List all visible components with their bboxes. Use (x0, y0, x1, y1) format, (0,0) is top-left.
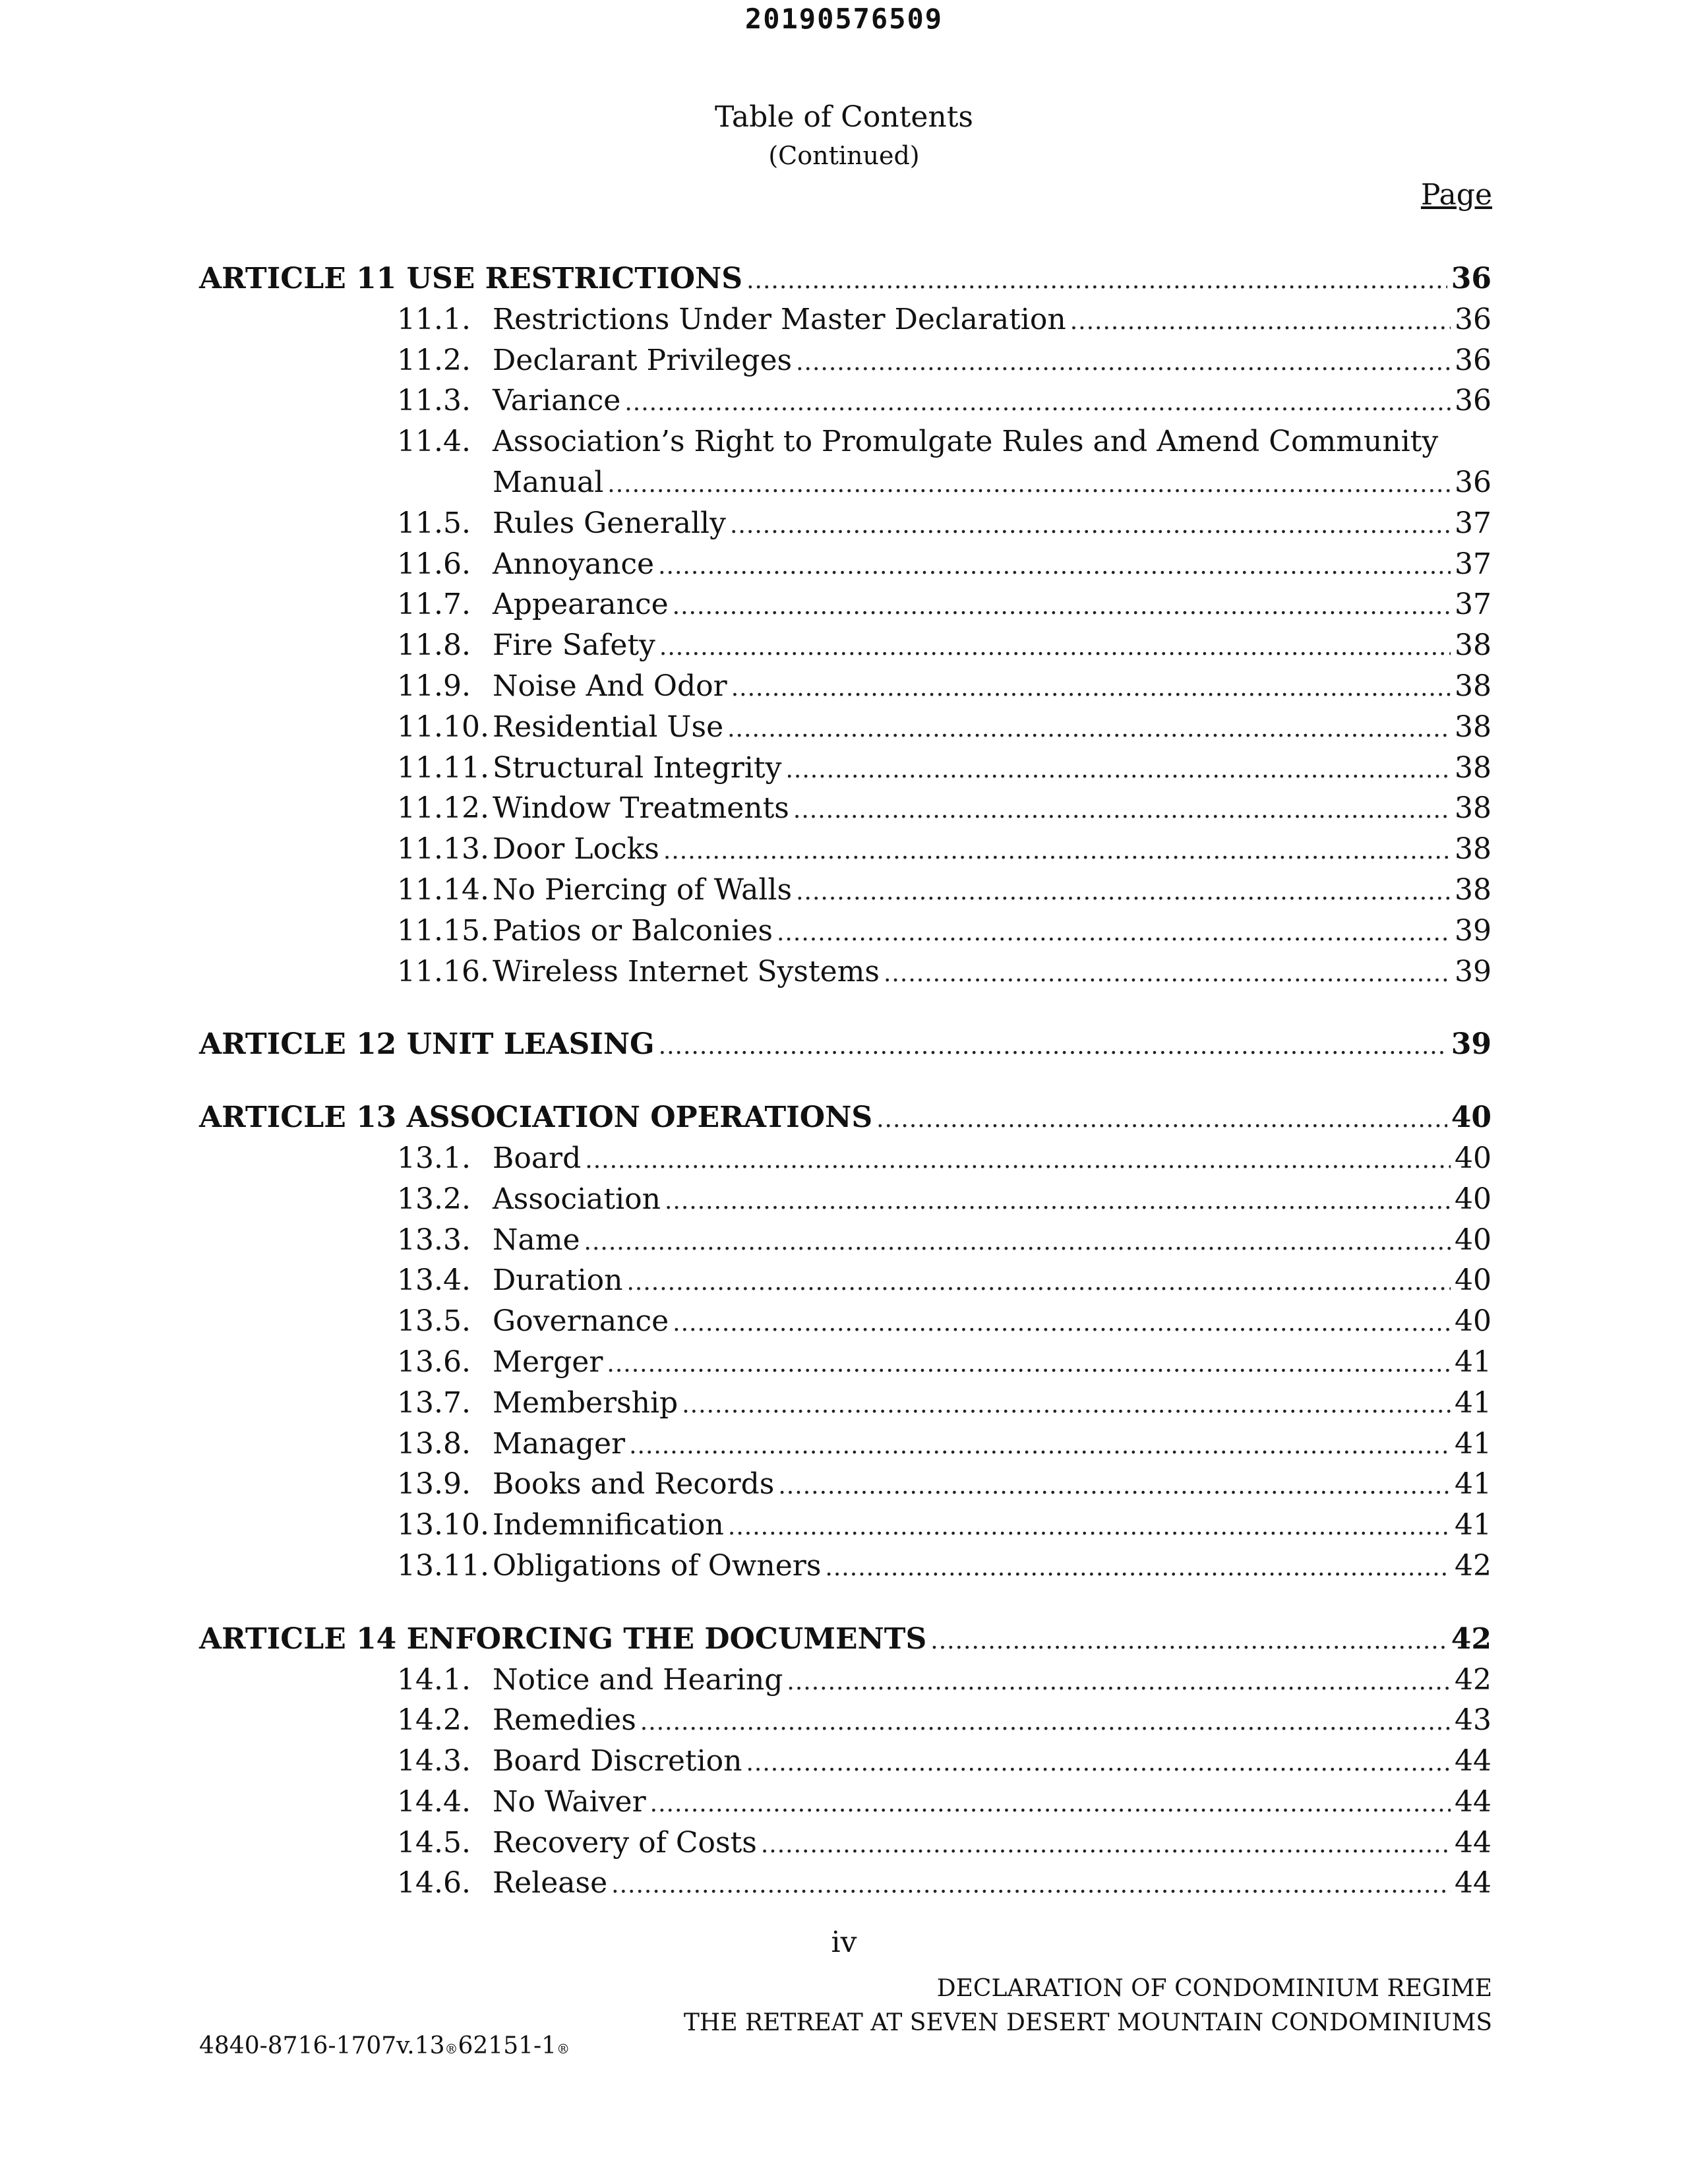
footer-line-1: DECLARATION OF CONDOMINIUM REGIME (936, 1975, 1492, 2002)
spacer (199, 1587, 1492, 1619)
toc-section-number: 11.12. (397, 791, 489, 826)
toc-section-14-5[interactable] (199, 1823, 1492, 1864)
toc-section-title: Indemnification (493, 1508, 724, 1542)
dot-leader (785, 750, 1451, 791)
toc-section-number: 11.14. (397, 872, 489, 907)
toc-section-title: Remedies (493, 1703, 636, 1738)
document-id-client: 62151-1 (458, 2032, 557, 2059)
toc-section-14-3[interactable] (199, 1741, 1492, 1782)
dot-leader (673, 1303, 1451, 1344)
dot-leader (663, 831, 1451, 872)
toc-section-number: 13.8. (397, 1426, 471, 1461)
dot-leader (611, 1865, 1451, 1906)
toc-section-title: Recovery of Costs (493, 1825, 757, 1860)
toc-section-title: Board (493, 1141, 582, 1175)
dot-leader (1070, 301, 1451, 342)
toc-section-11-5[interactable] (199, 503, 1492, 544)
dot-leader (930, 1621, 1447, 1662)
toc-section-title: Window Treatments (493, 791, 789, 826)
toc-section-11-15[interactable] (199, 911, 1492, 952)
toc-page-number: 42 (1455, 1662, 1492, 1697)
toc-page-number: 38 (1455, 872, 1492, 907)
toc-section-title: Appearance (493, 588, 669, 622)
dot-leader (728, 1507, 1451, 1548)
dot-leader (658, 546, 1451, 587)
dot-leader (746, 1743, 1451, 1784)
toc-page-number: 41 (1455, 1345, 1492, 1379)
toc-page-number: 41 (1455, 1467, 1492, 1502)
dot-leader (626, 1262, 1451, 1303)
toc-article-13[interactable] (199, 1097, 1492, 1138)
toc-section-number: 11.13. (397, 832, 489, 866)
dot-leader (746, 260, 1447, 301)
toc-section-title: Board Discretion (493, 1744, 742, 1778)
toc-section-number: 11.4. (397, 425, 471, 459)
dot-leader (659, 627, 1451, 668)
toc-section-number: 13.5. (397, 1304, 471, 1339)
toc-section-13-3[interactable] (199, 1220, 1492, 1261)
toc-section-number: 13.2. (397, 1182, 471, 1216)
dot-leader (884, 954, 1451, 994)
toc-page-number: 43 (1455, 1703, 1492, 1738)
toc-article-title: ARTICLE 13 ASSOCIATION OPERATIONS (199, 1101, 873, 1135)
toc-section-number: 13.6. (397, 1345, 471, 1379)
toc-section-number: 11.7. (397, 588, 471, 622)
dot-leader (787, 1662, 1451, 1703)
toc-section-11-1[interactable] (199, 299, 1492, 340)
recording-number: 20190576509 (744, 3, 944, 35)
toc-page-number: 41 (1455, 1508, 1492, 1542)
toc-section-13-4[interactable] (199, 1260, 1492, 1301)
dot-leader (796, 342, 1451, 383)
dot-leader (796, 872, 1451, 913)
toc-section-number: 11.3. (397, 384, 471, 418)
toc-section-title: Variance (493, 384, 621, 418)
toc-article-title: ARTICLE 14 ENFORCING THE DOCUMENTS (199, 1622, 927, 1656)
dot-leader (727, 709, 1451, 750)
toc-page-number: 44 (1455, 1784, 1492, 1819)
table-of-contents (199, 258, 1492, 1904)
dot-leader (624, 382, 1451, 423)
toc-page-number: 37 (1455, 588, 1492, 622)
toc-section-13-6[interactable] (199, 1342, 1492, 1383)
toc-page-number: 38 (1455, 750, 1492, 785)
toc-section-title: Residential Use (493, 710, 724, 744)
toc-page-number: 44 (1455, 1825, 1492, 1860)
toc-section-title: Release (493, 1866, 608, 1900)
toc-section-title: No Piercing of Walls (493, 872, 793, 907)
toc-section-number: 13.11. (397, 1548, 489, 1583)
document-footer-title (684, 1972, 1492, 2040)
dot-leader (585, 1140, 1451, 1181)
toc-section-13-8[interactable] (199, 1424, 1492, 1465)
toc-page-number: 38 (1455, 669, 1492, 703)
toc-page-number: 41 (1455, 1426, 1492, 1461)
toc-section-title: Books and Records (493, 1467, 775, 1502)
toc-section-11-13[interactable] (199, 829, 1492, 870)
toc-section-13-2[interactable] (199, 1179, 1492, 1220)
dot-leader (665, 1181, 1451, 1222)
page-subtitle: (Continued) (768, 141, 920, 170)
toc-section-13-5[interactable] (199, 1301, 1492, 1342)
dot-leader (778, 1466, 1451, 1507)
toc-page-number: 40 (1455, 1304, 1492, 1339)
dot-leader (761, 1825, 1451, 1866)
toc-section-11-16[interactable] (199, 952, 1492, 992)
toc-page-number: 36 (1455, 343, 1492, 377)
toc-page-number: 40 (1455, 1182, 1492, 1216)
toc-section-number: 14.6. (397, 1866, 471, 1900)
dot-leader (650, 1784, 1451, 1825)
toc-section-title: Name (493, 1223, 580, 1257)
toc-section-title: Membership (493, 1385, 678, 1420)
toc-section-title: Association’s Right to Promulgate Rules and Amend Community (493, 425, 1439, 459)
toc-section-title: Structural Integrity (493, 750, 782, 785)
toc-section-14-1[interactable] (199, 1660, 1492, 1701)
toc-section-number: 11.11. (397, 750, 489, 785)
toc-article-12[interactable] (199, 1024, 1492, 1065)
toc-section-14-4[interactable] (199, 1782, 1492, 1823)
toc-section-number: 11.2. (397, 343, 471, 377)
toc-section-title: Noise And Odor (493, 669, 727, 703)
toc-section-11-8[interactable] (199, 625, 1492, 666)
toc-page-number: 40 (1455, 1223, 1492, 1257)
toc-section-title: Governance (493, 1304, 669, 1339)
toc-section-11-6[interactable] (199, 544, 1492, 585)
toc-section-number: 14.3. (397, 1744, 471, 1778)
page-column-label: Page (1420, 178, 1492, 212)
dot-leader (777, 913, 1451, 954)
dot-leader (584, 1222, 1451, 1263)
toc-section-title: Declarant Privileges (493, 343, 793, 377)
toc-page-number: 40 (1451, 1101, 1492, 1135)
toc-page-number: 41 (1455, 1385, 1492, 1420)
toc-section-13-10[interactable] (199, 1505, 1492, 1546)
toc-section-13-9[interactable] (199, 1464, 1492, 1505)
toc-section-title: Restrictions Under Master Declaration (493, 302, 1066, 336)
toc-section-11-14[interactable] (199, 870, 1492, 911)
dot-leader (731, 668, 1451, 709)
dot-leader (682, 1385, 1451, 1426)
page-title: Table of Contents (714, 100, 973, 134)
toc-page-number: 39 (1455, 954, 1492, 988)
toc-page-number: 36 (1451, 262, 1492, 295)
toc-section-number: 14.4. (397, 1784, 471, 1819)
registered-mark: ® (557, 2041, 570, 2057)
document-id (199, 2032, 570, 2059)
toc-section-11-4[interactable] (199, 421, 1492, 462)
toc-page-number: 38 (1455, 710, 1492, 744)
toc-page-number: 44 (1455, 1866, 1492, 1900)
toc-section-number: 13.9. (397, 1467, 471, 1502)
toc-article-11[interactable] (199, 258, 1492, 299)
toc-section-title: Manager (493, 1426, 626, 1461)
toc-page-number: 39 (1455, 913, 1492, 948)
toc-page-number: 38 (1455, 791, 1492, 826)
toc-section-13-1[interactable] (199, 1138, 1492, 1179)
dot-leader (640, 1702, 1451, 1743)
toc-section-11-9[interactable] (199, 666, 1492, 707)
toc-page-number: 36 (1455, 384, 1492, 418)
toc-page-number: 40 (1455, 1263, 1492, 1298)
toc-section-11-12[interactable] (199, 788, 1492, 829)
toc-section-title: Fire Safety (493, 628, 655, 663)
toc-section-number: 13.4. (397, 1263, 471, 1298)
toc-section-13-11[interactable] (199, 1546, 1492, 1587)
document-id-number: 4840-8716-1707v.13 (199, 2032, 445, 2059)
toc-section-title: Notice and Hearing (493, 1662, 783, 1697)
footer-line-2: THE RETREAT AT SEVEN DESERT MOUNTAIN CONDOMINIUMS (683, 2009, 1492, 2036)
toc-page-number: 36 (1455, 465, 1492, 499)
toc-page-number: 42 (1455, 1548, 1492, 1583)
toc-page-number: 38 (1455, 832, 1492, 866)
dot-leader (607, 1344, 1451, 1385)
toc-page-number: 40 (1455, 1141, 1492, 1175)
toc-page-number: 42 (1451, 1622, 1492, 1656)
toc-section-13-7[interactable] (199, 1383, 1492, 1424)
toc-page-number: 38 (1455, 628, 1492, 663)
toc-section-title: Annoyance (493, 547, 655, 581)
toc-section-number: 11.5. (397, 506, 471, 540)
toc-section-number: 14.5. (397, 1825, 471, 1860)
dot-leader (730, 505, 1451, 546)
toc-section-14-2[interactable] (199, 1700, 1492, 1741)
spacer (199, 1065, 1492, 1097)
registered-mark: ® (444, 2041, 458, 2057)
toc-section-11-7[interactable] (199, 584, 1492, 625)
toc-page-number: 36 (1455, 302, 1492, 336)
toc-section-title: Patios or Balconies (493, 913, 773, 948)
toc-section-number: 13.7. (397, 1385, 471, 1420)
toc-page-number: 37 (1455, 506, 1492, 540)
toc-section-number: 11.8. (397, 628, 471, 663)
toc-article-title: ARTICLE 12 UNIT LEASING (199, 1027, 655, 1062)
toc-section-title: Rules Generally (493, 506, 726, 540)
toc-section-title: Obligations of Owners (493, 1548, 822, 1583)
dot-leader (876, 1099, 1447, 1140)
toc-section-11-10[interactable] (199, 707, 1492, 748)
toc-page-number: 37 (1455, 547, 1492, 581)
dot-leader (607, 464, 1451, 505)
toc-section-number: 11.1. (397, 302, 471, 336)
dot-leader (629, 1426, 1451, 1467)
toc-section-number: 11.10. (397, 710, 489, 744)
page-number: iv (831, 1926, 857, 1959)
spacer (199, 992, 1492, 1024)
toc-section-number: 14.2. (397, 1703, 471, 1738)
toc-section-11-2[interactable] (199, 340, 1492, 381)
toc-section-title: Association (493, 1182, 661, 1216)
toc-page-number: 44 (1455, 1744, 1492, 1778)
toc-section-11-11[interactable] (199, 748, 1492, 789)
dot-leader (673, 586, 1451, 627)
toc-section-number: 11.6. (397, 547, 471, 581)
toc-section-number: 11.16. (397, 954, 489, 988)
toc-section-title: No Waiver (493, 1784, 646, 1819)
toc-section-title: Merger (493, 1345, 603, 1379)
toc-section-title: Manual (493, 465, 604, 499)
toc-section-11-3[interactable] (199, 380, 1492, 421)
toc-section-11-4-continued[interactable] (199, 462, 1492, 503)
toc-section-14-6[interactable] (199, 1863, 1492, 1904)
toc-section-title: Door Locks (493, 832, 659, 866)
toc-section-number: 14.1. (397, 1662, 471, 1697)
toc-section-number: 11.15. (397, 913, 489, 948)
toc-section-number: 11.9. (397, 669, 471, 703)
toc-section-number: 13.1. (397, 1141, 471, 1175)
dot-leader (793, 790, 1451, 831)
toc-section-number: 13.3. (397, 1223, 471, 1257)
toc-section-number: 13.10. (397, 1508, 489, 1542)
dot-leader (825, 1548, 1451, 1589)
toc-section-title: Wireless Internet Systems (493, 954, 880, 988)
toc-page-number: 39 (1451, 1027, 1492, 1062)
toc-article-title: ARTICLE 11 USE RESTRICTIONS (199, 262, 743, 295)
toc-section-title: Duration (493, 1263, 623, 1298)
dot-leader (659, 1026, 1447, 1067)
toc-article-14[interactable] (199, 1619, 1492, 1660)
